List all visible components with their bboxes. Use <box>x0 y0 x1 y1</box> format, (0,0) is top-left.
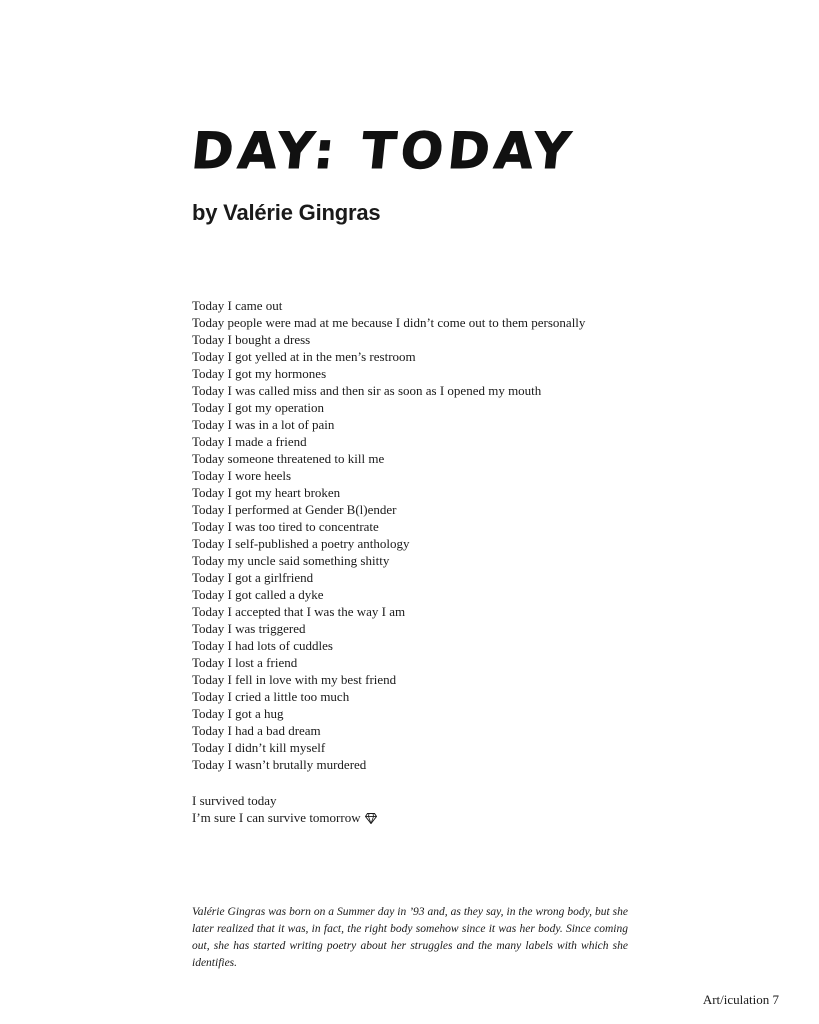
poem-line: Today I got my hormones <box>192 366 327 381</box>
closing-line-text: I survived today <box>192 793 277 808</box>
poem-line: Today I got called a dyke <box>192 587 324 602</box>
poem-line: Today I was triggered <box>192 621 306 636</box>
poem-line: Today I was too tired to concentrate <box>192 519 379 534</box>
gem-icon <box>365 811 377 828</box>
poem-line: Today I was called miss and then sir as soon as I opened my mouth <box>192 383 542 398</box>
poem-line: Today I cried a little too much <box>192 689 350 704</box>
poem-line: Today I got a hug <box>192 706 284 721</box>
poem-line: Today people were mad at me because I didn’t come out to them personally <box>192 315 586 330</box>
poem-line: Today I self-published a poetry anthology <box>192 536 410 551</box>
closing-line <box>192 792 377 809</box>
poem-line: Today I got my operation <box>192 400 324 415</box>
poem-line: Today I didn’t kill myself <box>192 740 326 755</box>
poem-line: Today I had lots of cuddles <box>192 638 333 653</box>
poem-title: DAY: TODAY <box>188 122 578 180</box>
poem-line: Today I accepted that I was the way I am <box>192 604 406 619</box>
page-footer: Art/iculation 7 <box>702 992 779 1007</box>
author-bio: Valérie Gingras was born on a Summer day in ’93 and, as they say, in the wrong body, but she later realized that it was, in fact, the right body somehow since it was her body. Since coming out, she has started writing poetry about her struggles and the many labels with which she identifies. <box>192 906 628 969</box>
closing-line-text: I’m sure I can survive tomorrow <box>192 810 361 825</box>
poem-line: Today I wore heels <box>192 468 292 483</box>
poem-line: Today I wasn’t brutally murdered <box>192 757 367 772</box>
author-byline: by Valérie Gingras <box>192 200 381 225</box>
poem-line: Today I bought a dress <box>192 332 311 347</box>
poem-body <box>192 297 632 773</box>
poem-line: Today I was in a lot of pain <box>192 417 335 432</box>
poem-line: Today I got a girlfriend <box>192 570 314 585</box>
poem-line: Today I came out <box>192 298 283 313</box>
poem-line: Today I made a friend <box>192 434 307 449</box>
poem-line: Today I fell in love with my best friend <box>192 672 397 687</box>
poem-line: Today I got my heart broken <box>192 485 341 500</box>
closing-line <box>192 809 377 828</box>
poem-closing <box>192 792 377 828</box>
poem-line: Today someone threatened to kill me <box>192 451 385 466</box>
poem-line: Today my uncle said something shitty <box>192 553 390 568</box>
poem-line: Today I had a bad dream <box>192 723 321 738</box>
poem-line: Today I lost a friend <box>192 655 298 670</box>
poem-line: Today I performed at Gender B(l)ender <box>192 502 397 517</box>
poem-line: Today I got yelled at in the men’s restroom <box>192 349 416 364</box>
